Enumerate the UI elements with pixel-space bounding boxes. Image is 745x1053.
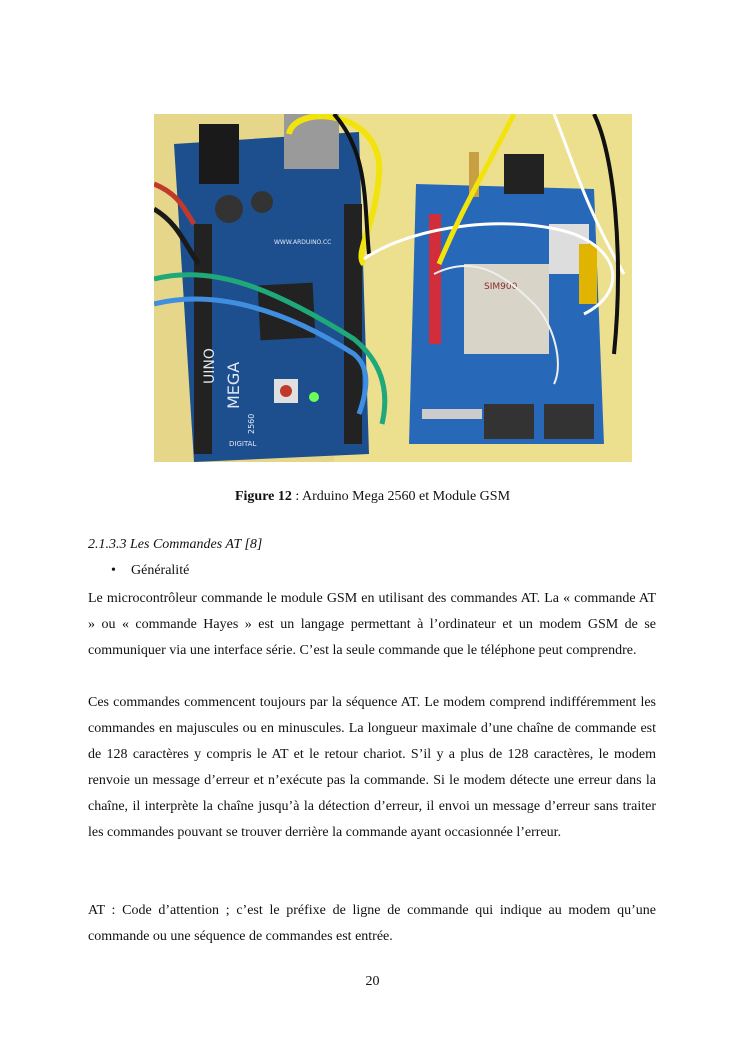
caption-text: : Arduino Mega 2560 et Module GSM [291,489,511,504]
paragraph-1: Le microcontrôleur commande le module GSM en utilisant des commandes AT. La « commande AT » ou « commande Hayes » est un langage permettant à l’ordinateur et un modem GSM de se communiquer via une interface série. C’est la seule commande que le téléphone peut comprendre. [88,591,656,658]
arduino-gsm-photo [154,114,632,462]
model-label: 2560 [247,413,256,434]
figure-photo [154,114,632,462]
paragraph-2: Ces commandes commencent toujours par la séquence AT. Le modem comprend indifféremment les commandes en majuscules ou en minuscules. La longueur maximale d’une chaîne de commande est de 128 caractères y compris le AT et le retour chariot. S’il y a plus de 128 caractères, le modem renvoie un message d’erreur et n’exécute pas la commande. Si le modem détecte une erreur dans la chaîne, il interprète la chaîne jusqu’à la détection d’erreur, il envoi un message d’erreur sans traiter les commandes pouvant se trouver derrière la commande ayant occasionnée l’erreur. [88,695,656,840]
caption-label: Figure 12 [234,489,292,504]
figure-caption [0,489,745,505]
bullet-item [111,563,189,579]
bullet-text: Généralité [131,563,190,578]
mega-label: MEGA [224,361,243,409]
section-title: 2.1.3.3 Les Commandes AT [8] [88,537,263,552]
uno-label: UINO [202,348,218,384]
page-number: 20 [365,974,380,989]
sim-label: SIM900 [484,282,518,292]
site-label: WWW.ARDUINO.CC [274,239,332,246]
digital-label: DIGITAL [229,440,257,448]
bullet-symbol: • [111,563,116,578]
sim900-module [464,264,549,354]
paragraph-3: AT : Code d’attention ; c’est le préfixe de ligne de commande qui indique au modem qu’une commande ou une séquence de commandes est entrée. [88,903,656,944]
